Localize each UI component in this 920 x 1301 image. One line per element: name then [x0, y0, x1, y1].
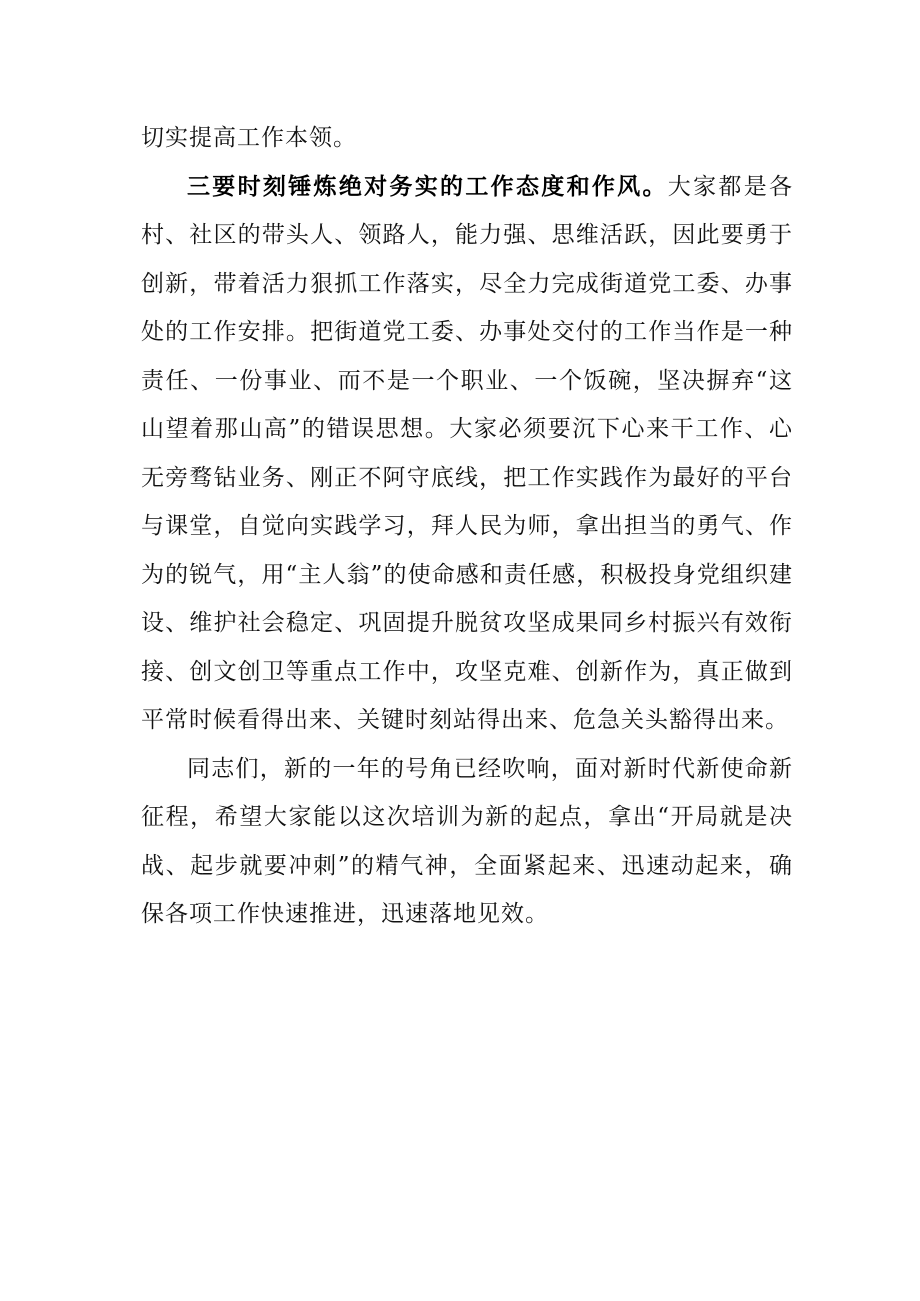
paragraph-heading-bold: 三要时刻锤炼绝对务实的工作态度和作风。 — [187, 172, 668, 200]
paragraph-continuation: 切实提高工作本领。 — [141, 125, 357, 151]
paragraph-point-three — [141, 163, 793, 745]
paragraph-point-three-body: 大家都是各村、社区的带头人、领路人，能力强、思维活跃，因此要勇于创新，带着活力狠抓工作落实，尽全力完成街道党工委、办事处的工作安排。把街道党工委、办事处交付的工作当作是一种责任、一份事业、而不是一个职业、一个饭碗，坚决摒弃“这山望着那山高”的错误思想。大家必须要沉下心来干工作、心无旁骛钻业务、刚正不阿守底线，把工作实践作为最好的平台与课堂，自觉向实践学习，拜人民为师，拿出担当的勇气、作为的锐气，用“主人翁”的使命感和责任感，积极投身党组织建设、维护社会稳定、巩固提升脱贫攻坚成果同乡村振兴有效衔接、创文创卫等重点工作中，攻坚克难、创新作为，真正做到平常时候看得出来、关键时刻站得出来、危急关头豁得出来。 — [141, 173, 794, 733]
paragraph-closing: 同志们，新的一年的号角已经吹响，面对新时代新使命新征程，希望大家能以这次培训为新的起点，拿出“开局就是决战、起步就要冲刺”的精气神，全面紧起来、迅速动起来，确保各项工作快速推进，迅速落地见效。 — [141, 755, 793, 927]
document-body — [141, 114, 793, 939]
